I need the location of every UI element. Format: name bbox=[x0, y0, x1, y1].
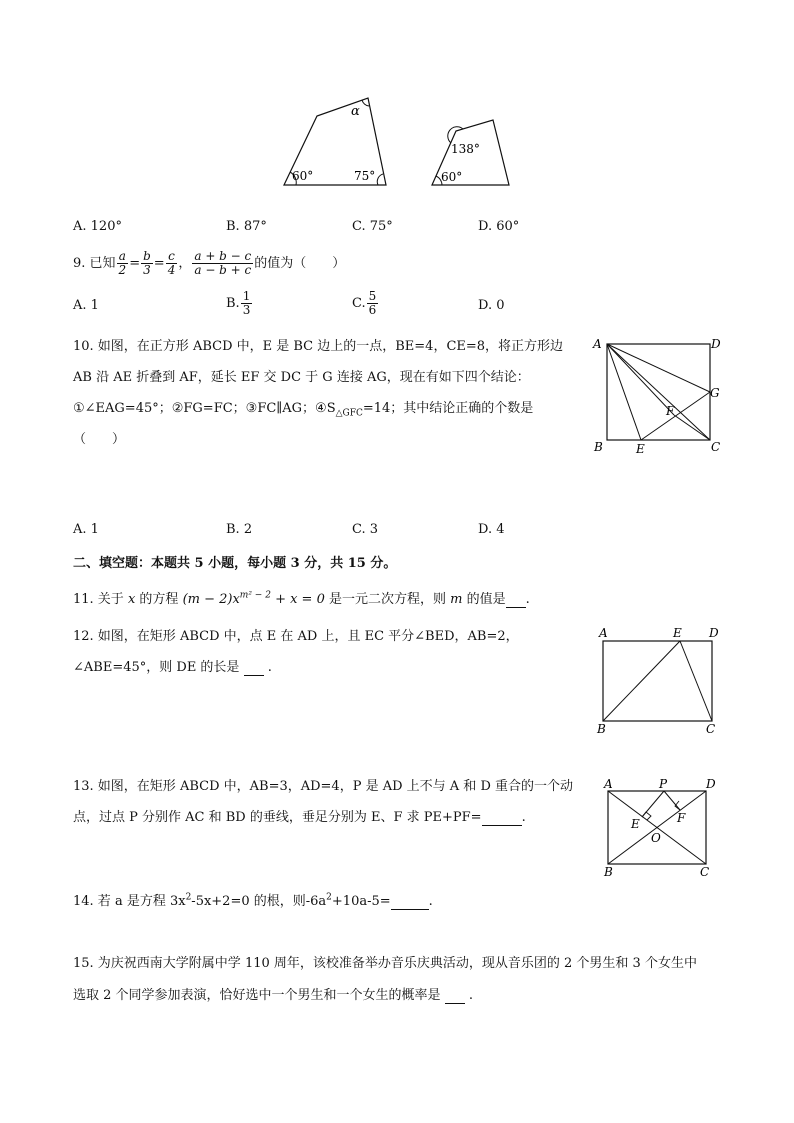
q10-line3-a: ①∠EAG=45°；②FG=FC；③FC∥AG；④S bbox=[73, 401, 336, 416]
q13-label-D: D bbox=[706, 777, 716, 791]
q10-line3 bbox=[73, 397, 533, 419]
q14-question bbox=[73, 890, 433, 910]
q10-line-AC bbox=[607, 344, 710, 440]
q8-option-b: B. 87° bbox=[226, 219, 267, 234]
q8-right-60-label: 60° bbox=[441, 170, 463, 184]
q14-pre: 14. 若 a 是方程 3x bbox=[73, 894, 186, 909]
q11-question bbox=[73, 588, 530, 608]
q10-option-a: A. 1 bbox=[73, 522, 99, 537]
q13-line1: 13. 如图，在矩形 ABCD 中，AB=3，AD=4，P 是 AD 上不与 A 和 D 重合的一个动 bbox=[73, 779, 573, 794]
q13-line2 bbox=[73, 806, 526, 826]
q9-option-c-label: C. bbox=[352, 296, 366, 311]
q15-line2-text: 选取 2 个同学参加表演，恰好选中一个男生和一个女生的概率是 bbox=[73, 988, 441, 1003]
q9-option-c-frac: $\frac{5}{6}$ bbox=[368, 289, 377, 317]
q11-eq-b: + x = 0 bbox=[270, 592, 325, 607]
q10-line2: AB 沿 AE 折叠到 AF，延长 EF 交 DC 于 G 连接 AG，现在有如下四个结论： bbox=[73, 370, 530, 385]
q9-frac-a: $\frac{a}{2}$ bbox=[118, 249, 127, 277]
q8-option-d: D. 60° bbox=[478, 219, 520, 234]
q12-label-C: C bbox=[706, 722, 716, 736]
q9-question bbox=[73, 250, 345, 277]
q15-line2 bbox=[73, 984, 473, 1004]
q9-prefix: 9. 已知 bbox=[73, 256, 116, 271]
q12-label-A: A bbox=[599, 626, 608, 640]
q8-left-75-label: 75° bbox=[354, 169, 376, 183]
q13-answer-blank[interactable] bbox=[482, 810, 522, 826]
q12-label-D: D bbox=[709, 626, 719, 640]
q9-frac-c: $\frac{c}{4}$ bbox=[167, 249, 176, 277]
q9-option-d: D. 0 bbox=[478, 298, 505, 313]
q10-line-FC bbox=[674, 415, 710, 440]
q10-line3-b: =14；其中结论正确的个数是 bbox=[362, 401, 534, 416]
q8-alpha-label: α bbox=[351, 104, 360, 119]
q13-right-angle-E bbox=[642, 812, 651, 820]
q11-answer-blank[interactable] bbox=[506, 592, 526, 608]
q11-eq-a: (m − 2)x bbox=[182, 592, 240, 607]
q8-alpha-arc bbox=[362, 100, 369, 106]
q9-option-a: A. 1 bbox=[73, 298, 99, 313]
q11-end: . bbox=[525, 592, 530, 607]
q12-label-E: E bbox=[673, 626, 682, 640]
q11-x: x bbox=[127, 592, 136, 607]
q8-option-c: C. 75° bbox=[352, 219, 393, 234]
q13-line-PF bbox=[664, 791, 680, 810]
q9-suffix: 的值为（ ） bbox=[254, 256, 346, 271]
q10-figure bbox=[590, 333, 730, 457]
q12-line-BE bbox=[603, 641, 680, 721]
q12-answer-blank[interactable] bbox=[244, 660, 264, 676]
q9-eq1: = bbox=[129, 256, 141, 271]
q10-option-c: C. 3 bbox=[352, 522, 379, 537]
q11-pre: 11. 关于 bbox=[73, 592, 128, 607]
q13-label-F: F bbox=[677, 811, 686, 825]
q10-label-D: D bbox=[711, 337, 721, 351]
q13-label-P: P bbox=[659, 777, 668, 791]
q11-mid: 的方程 bbox=[135, 592, 183, 607]
q12-figure bbox=[590, 625, 730, 740]
q9-eq2: = bbox=[153, 256, 165, 271]
q9-option-b bbox=[226, 290, 253, 317]
q11-post: 是一元二次方程，则 bbox=[324, 592, 451, 607]
q9-option-b-label: B. bbox=[226, 296, 240, 311]
q9-frac-b: $\frac{b}{3}$ bbox=[143, 249, 151, 277]
q9-option-b-frac: $\frac{1}{3}$ bbox=[242, 289, 251, 317]
q14-answer-blank[interactable] bbox=[391, 894, 429, 910]
q10-line1: 10. 如图，在正方形 ABCD 中，E 是 BC 边上的一点，BE=4，CE=8，将正方形边 bbox=[73, 339, 564, 354]
q11-tail: 的值是 bbox=[462, 592, 506, 607]
q13-label-O: O bbox=[651, 831, 661, 845]
q10-label-G: G bbox=[710, 386, 720, 400]
q14-post: +10a-5= bbox=[331, 894, 391, 909]
q10-option-b: B. 2 bbox=[226, 522, 253, 537]
q12-line2 bbox=[73, 656, 272, 676]
q11-eq-sup: m² − 2 bbox=[239, 590, 271, 601]
q10-label-B: B bbox=[594, 440, 603, 454]
q8-75-arc bbox=[377, 174, 383, 185]
q9-option-c bbox=[352, 290, 379, 317]
q13-label-E: E bbox=[631, 817, 640, 831]
q10-label-A: A bbox=[593, 337, 602, 351]
q12-line1: 12. 如图，在矩形 ABCD 中，点 E 在 AD 上，且 EC 平分∠BED，AB=2， bbox=[73, 629, 519, 644]
q10-line3-sub: △GFC bbox=[335, 408, 363, 419]
q15-answer-blank[interactable] bbox=[445, 988, 465, 1004]
q12-line2-text: ∠ABE=45°，则 DE 的长是 bbox=[73, 660, 240, 675]
q11-m: m bbox=[450, 592, 463, 607]
q13-figure bbox=[595, 775, 725, 883]
q10-label-E: E bbox=[636, 442, 645, 456]
q10-line-AF bbox=[607, 344, 674, 415]
q12-label-B: B bbox=[597, 722, 606, 736]
q10-line4: （ ） bbox=[73, 432, 126, 447]
q14-end: . bbox=[428, 894, 433, 909]
q13-end: . bbox=[521, 810, 526, 825]
q10-label-C: C bbox=[711, 440, 721, 454]
q10-line-AE bbox=[607, 344, 641, 440]
q13-label-B: B bbox=[604, 865, 613, 879]
section2-title: 二、填空题：本题共 5 小题，每小题 3 分，共 15 分。 bbox=[73, 556, 397, 571]
q14-mid: -5x+2=0 的根，则-6a bbox=[191, 894, 327, 909]
q13-label-C: C bbox=[700, 865, 710, 879]
q13-line2-text: 点，过点 P 分别作 AC 和 BD 的垂线，垂足分别为 E、F 求 PE+PF= bbox=[73, 810, 482, 825]
q14-sup2: 2 bbox=[326, 892, 332, 903]
q8-figure bbox=[270, 90, 530, 192]
q10-option-d: D. 4 bbox=[478, 522, 505, 537]
q9-big-frac: $\frac{a + b - c}{a - b + c}$ bbox=[194, 249, 252, 277]
q15-line1: 15. 为庆祝西南大学附属中学 110 周年，该校准备举办音乐庆典活动，现从音乐团的 2 个男生和 3 个女生中 bbox=[73, 956, 697, 971]
q14-sup1: 2 bbox=[185, 892, 192, 903]
q8-option-a: A. 120° bbox=[73, 219, 122, 234]
q9-comma: ， bbox=[178, 256, 192, 271]
q8-138-label: 138° bbox=[451, 142, 480, 156]
q12-end: . bbox=[267, 660, 272, 675]
q13-label-A: A bbox=[604, 777, 613, 791]
q10-line-AG bbox=[607, 344, 710, 392]
q8-left-60-label: 60° bbox=[292, 169, 314, 183]
q15-end: . bbox=[468, 988, 473, 1003]
q12-line-EC bbox=[680, 641, 712, 721]
q10-label-F: F bbox=[666, 404, 675, 418]
